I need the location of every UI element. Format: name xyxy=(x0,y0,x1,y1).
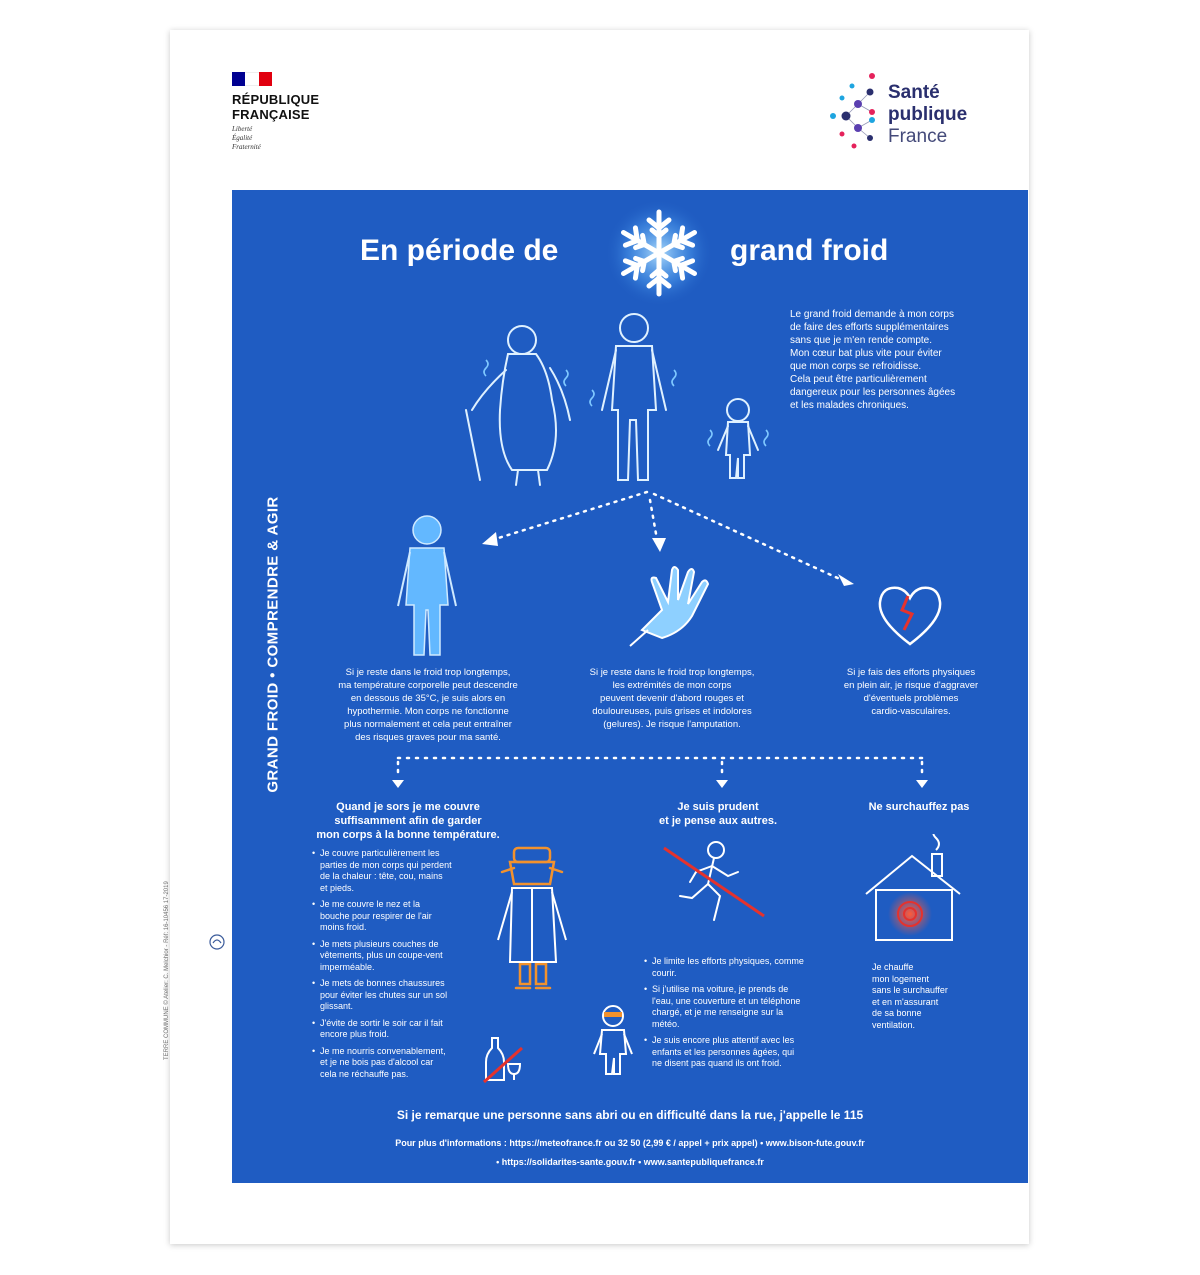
footer-info-line1: Pour plus d'informations : https://meteofrance.fr ou 32 50 (2,99 € / appel + prix appel) • www.bison-fute.gouv.fr xyxy=(395,1138,865,1148)
molecule-icon xyxy=(828,72,888,152)
poster-panel xyxy=(232,190,1028,1183)
risk-heart-text: Si je fais des efforts physiques en plein air, je risque d'aggraver d'éventuels problèmes cardio-vasculaires. xyxy=(843,667,979,717)
rf-name: RÉPUBLIQUE FRANÇAISE xyxy=(232,92,320,122)
sante-publique-france-logo xyxy=(828,72,998,152)
dotted-separator xyxy=(392,752,932,792)
french-flag-icon xyxy=(232,72,272,86)
child-winter-icon xyxy=(588,1002,638,1078)
hypothermia-figure-icon xyxy=(382,510,472,660)
risk-frostbite-text: Si je reste dans le froid trop longtemps, les extrémités de mon corps peuvent devenir d'abord rouges et douloureuses, puis grises et indolores (gelures). Je risque l'amputation. xyxy=(589,667,755,730)
list-item: • Je mets de bonnes chaussures pour éviter les chutes sur un sol glissant. xyxy=(312,978,452,1013)
frostbite-hand-icon xyxy=(622,560,722,650)
broken-heart-icon xyxy=(874,580,946,650)
list-item: • J'évite de sortir le soir car il fait encore plus froid. xyxy=(312,1018,452,1041)
footer-info-line2: • https://solidarites-sante.gouv.fr • www.santepubliquefrance.fr xyxy=(496,1157,764,1167)
action-heat-heading: Ne surchauffez pas xyxy=(868,801,970,813)
risk-hypothermia-text: Si je reste dans le froid trop longtemps, ma température corporelle peut descendre en dessous de 35°C, je suis alors en hypothermie. Mon corps ne fonctionne plus normalement et cela peut entraîner des risques graves pour ma santé. xyxy=(338,667,518,743)
action-prudent-list xyxy=(644,956,804,1075)
footer-call-115: Si je remarque une personne sans abri ou en difficulté dans la rue, j'appelle le 115 xyxy=(396,1108,864,1122)
eco-print-icon xyxy=(209,934,225,950)
rf-motto: Liberté Égalité Fraternité xyxy=(232,125,261,151)
snowflake-icon xyxy=(604,198,714,308)
side-title: GRAND FROID • COMPRENDRE & AGIR xyxy=(264,496,282,793)
print-credit: TERRE COMMUNE © Atelier: C. Melchior - Réf: 16-10456 17-2019 xyxy=(164,881,170,1060)
republique-francaise-logo xyxy=(232,72,372,152)
list-item: • Je limite les efforts physiques, comme courir. xyxy=(644,956,804,979)
title-right: grand froid xyxy=(730,234,889,267)
list-item: • Je me couvre le nez et la bouche pour respirer de l'air moins froid. xyxy=(312,899,452,934)
action-prudent-heading: Je suis prudent et je pense aux autres. xyxy=(659,801,777,827)
title-left: En période de xyxy=(360,234,559,267)
intro-text: Le grand froid demande à mon corps de faire des efforts supplémentaires sans que je m'en rende compte. Mon cœur bat plus vite pour éviter que mon corps se refroidisse. Cela peut être particulièrement dangereux pour les personnes âgées et les malades chroniques. xyxy=(790,309,956,411)
list-item: • Je couvre particulièrement les parties de mon corps qui perdent de la chaleur : tête, cou, mains et pieds. xyxy=(312,848,452,894)
list-item: • Je me nourris convenablement, et je ne bois pas d'alcool car cela ne réchauffe pas. xyxy=(312,1046,452,1081)
spf-name: Santé publique France xyxy=(888,82,968,147)
winter-clothes-figure-icon xyxy=(490,844,574,996)
list-item: • Je mets plusieurs couches de vêtements, plus un coupe-vent imperméable. xyxy=(312,939,452,974)
action-heat-text: Je chauffe mon logement sans le surchauffer et en m'assurant de sa bonne ventilation. xyxy=(872,962,948,1030)
heated-house-icon xyxy=(860,834,970,944)
list-item: • Si j'utilise ma voiture, je prends de l'eau, une couverture et un téléphone chargé, et je me renseigne sur la météo. xyxy=(644,984,804,1030)
running-crossed-icon xyxy=(656,836,772,926)
action-cover-heading: Quand je sors je me couvre suffisamment afin de garder mon corps à la bonne température. xyxy=(316,801,500,841)
people-cold-illustration xyxy=(452,310,792,495)
list-item: • Je suis encore plus attentif avec les enfants et les personnes âgées, qui ne disent pas quand ils ont froid. xyxy=(644,1035,804,1070)
no-alcohol-icon xyxy=(480,1034,524,1084)
action-cover-list xyxy=(312,848,452,1085)
